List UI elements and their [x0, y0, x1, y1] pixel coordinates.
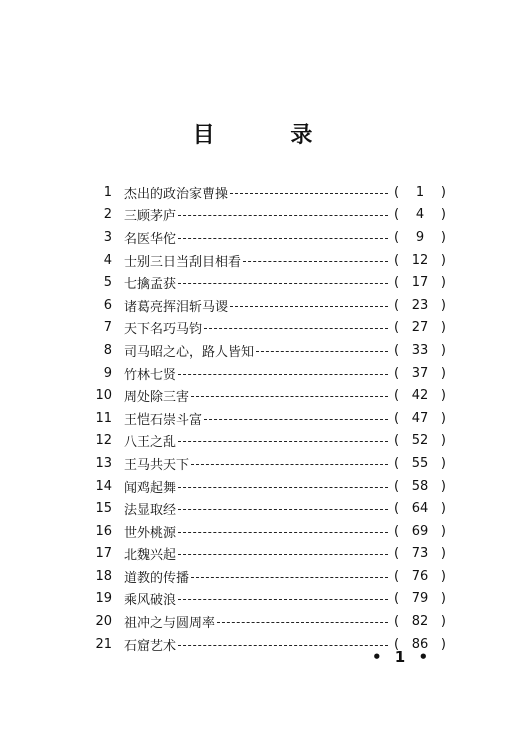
- toc-entry-title: 三顾茅庐: [124, 209, 177, 225]
- toc-entry-title: 诸葛亮挥泪斩马谡: [124, 299, 229, 315]
- open-paren: (: [394, 388, 400, 404]
- toc-entry-number: 12: [95, 433, 112, 449]
- toc-leader-dashes: [178, 532, 388, 533]
- close-paren: ): [440, 229, 446, 245]
- toc-entry-title: 周处除三害: [124, 390, 190, 406]
- close-paren: ): [440, 455, 446, 471]
- toc-entry-title: 名医华佗: [124, 231, 177, 247]
- open-paren: (: [394, 501, 400, 517]
- toc-entry-page: [394, 298, 446, 313]
- toc-entry-page-number: 27: [411, 320, 429, 336]
- toc-entry-page-number: 58: [411, 478, 429, 494]
- toc-entry-page-number: 76: [411, 568, 429, 584]
- toc-entry: [90, 610, 446, 633]
- toc-entry-number: 14: [95, 478, 112, 494]
- toc-entry-page: [394, 614, 446, 629]
- toc-entry-number: 4: [103, 252, 112, 268]
- toc-entry-title: 北魏兴起: [124, 548, 177, 564]
- toc-entry-page: [394, 207, 446, 222]
- toc-entry: [90, 249, 446, 272]
- toc-leader-dashes: [178, 487, 388, 488]
- open-paren: (: [394, 636, 400, 652]
- toc-entry-page-number: 4: [415, 207, 425, 223]
- toc-leader-dashes: [191, 396, 388, 397]
- toc-entry-number: 10: [95, 388, 112, 404]
- toc-entry-page-number: 86: [411, 636, 429, 652]
- close-paren: ): [440, 365, 446, 381]
- open-paren: (: [394, 591, 400, 607]
- toc-entry-page-number: 1: [415, 184, 425, 200]
- toc-entry: [90, 339, 446, 362]
- open-paren: (: [394, 365, 400, 381]
- close-paren: ): [440, 478, 446, 494]
- toc-entry-page-number: 52: [411, 433, 429, 449]
- toc-entry-title: 道教的传播: [124, 570, 190, 586]
- toc-entry-title: 乘风破浪: [124, 593, 177, 609]
- toc-entry-number: 7: [103, 320, 112, 336]
- toc-entry-page: [394, 388, 446, 403]
- close-paren: ): [440, 320, 446, 336]
- toc-entry-number: 5: [103, 275, 112, 291]
- close-paren: ): [440, 501, 446, 517]
- toc-entry: [90, 475, 446, 498]
- toc-entry-number: 16: [95, 523, 112, 539]
- toc-entry-page: [394, 501, 446, 516]
- toc-entry: [90, 317, 446, 340]
- toc-entry: [90, 565, 446, 588]
- page-title: 目 录: [192, 123, 347, 148]
- toc-entry: [90, 226, 446, 249]
- close-paren: ): [440, 614, 446, 630]
- toc-entry: [90, 588, 446, 611]
- toc-leader-dashes: [191, 464, 388, 465]
- toc-entry-title: 司马昭之心，路人皆知: [124, 344, 255, 360]
- toc-entry-number: 20: [95, 614, 112, 630]
- toc-leader-dashes: [178, 215, 388, 216]
- toc-entry-page: [394, 524, 446, 539]
- toc-entry-page-number: 47: [411, 410, 429, 426]
- toc-leader-dashes: [178, 645, 388, 646]
- toc-entry-number: 19: [95, 591, 112, 607]
- toc-entry-title: 七擒孟获: [124, 277, 177, 293]
- toc-entry-number: 6: [103, 297, 112, 313]
- toc-entry-title: 士别三日当刮目相看: [124, 254, 242, 270]
- toc-entry: [90, 430, 446, 453]
- toc-entry-page: [394, 456, 446, 471]
- toc-entry-page: [394, 320, 446, 335]
- toc-entry: [90, 362, 446, 385]
- toc-entry-number: 17: [95, 546, 112, 562]
- toc-entry-page-number: 64: [411, 501, 429, 517]
- open-paren: (: [394, 455, 400, 471]
- toc-leader-dashes: [191, 577, 388, 578]
- toc-entry: [90, 204, 446, 227]
- toc-entry-page-number: 23: [411, 297, 429, 313]
- toc-entry-page: [394, 591, 446, 606]
- toc-entry-number: 2: [103, 207, 112, 223]
- open-paren: (: [394, 229, 400, 245]
- toc-entry-number: 3: [103, 229, 112, 245]
- toc-entry-title: 王恺石崇斗富: [124, 412, 203, 428]
- toc-entry: [90, 407, 446, 430]
- toc-leader-dashes: [217, 622, 388, 623]
- toc-entry-page-number: 73: [411, 546, 429, 562]
- open-paren: (: [394, 523, 400, 539]
- toc-entry-title: 王马共天下: [124, 457, 190, 473]
- toc-entry-page-number: 69: [411, 523, 429, 539]
- toc-leader-dashes: [243, 261, 388, 262]
- toc-entry-page: [394, 546, 446, 561]
- toc-entry-title: 杰出的政治家曹操: [124, 186, 229, 202]
- toc-entry-page: [394, 230, 446, 245]
- toc-entry-number: 11: [95, 410, 112, 426]
- toc-entry: [90, 452, 446, 475]
- open-paren: (: [394, 410, 400, 426]
- open-paren: (: [394, 275, 400, 291]
- toc-entry-number: 18: [95, 568, 112, 584]
- toc-entry-page-number: 37: [411, 365, 429, 381]
- toc-entry-page: [394, 275, 446, 290]
- close-paren: ): [440, 342, 446, 358]
- close-paren: ): [440, 568, 446, 584]
- toc-entry-page-number: 33: [411, 342, 429, 358]
- open-paren: (: [394, 297, 400, 313]
- toc-entry: [90, 384, 446, 407]
- table-of-contents: [90, 181, 446, 655]
- toc-leader-dashes: [178, 599, 388, 600]
- open-paren: (: [394, 478, 400, 494]
- toc-entry-number: 9: [103, 365, 112, 381]
- toc-entry-number: 13: [95, 455, 112, 471]
- close-paren: ): [440, 184, 446, 200]
- toc-entry-title: 世外桃源: [124, 525, 177, 541]
- toc-entry-title: 竹林七贤: [124, 367, 177, 383]
- open-paren: (: [394, 320, 400, 336]
- close-paren: ): [440, 207, 446, 223]
- toc-entry-title: 法显取经: [124, 503, 177, 519]
- close-paren: ): [440, 410, 446, 426]
- toc-entry: [90, 181, 446, 204]
- toc-entry-title: 天下名巧马钧: [124, 322, 203, 338]
- toc-entry-page-number: 82: [411, 614, 429, 630]
- toc-leader-dashes: [178, 554, 388, 555]
- toc-entry-number: 15: [95, 501, 112, 517]
- toc-entry-page: [394, 479, 446, 494]
- open-paren: (: [394, 207, 400, 223]
- open-paren: (: [394, 342, 400, 358]
- toc-leader-dashes: [178, 283, 388, 284]
- toc-entry: [90, 497, 446, 520]
- toc-leader-dashes: [256, 351, 388, 352]
- toc-entry-page: [394, 343, 446, 358]
- toc-entry-page: [394, 253, 446, 268]
- close-paren: ): [440, 523, 446, 539]
- open-paren: (: [394, 252, 400, 268]
- toc-entry-page-number: 55: [411, 455, 429, 471]
- close-paren: ): [440, 275, 446, 291]
- toc-entry: [90, 543, 446, 566]
- toc-leader-dashes: [178, 238, 388, 239]
- toc-entry-title: 石窟艺术: [124, 638, 177, 654]
- toc-entry-title: 祖冲之与圆周率: [124, 616, 216, 632]
- toc-leader-dashes: [178, 374, 388, 375]
- toc-entry-page-number: 42: [411, 388, 429, 404]
- close-paren: ): [440, 591, 446, 607]
- toc-entry: [90, 271, 446, 294]
- open-paren: (: [394, 433, 400, 449]
- open-paren: (: [394, 184, 400, 200]
- toc-entry-page: [394, 366, 446, 381]
- toc-entry-page: [394, 411, 446, 426]
- toc-entry-number: 21: [95, 636, 112, 652]
- toc-entry-page-number: 17: [411, 275, 429, 291]
- toc-entry-page: [394, 433, 446, 448]
- close-paren: ): [440, 388, 446, 404]
- open-paren: (: [394, 614, 400, 630]
- toc-leader-dashes: [230, 306, 388, 307]
- toc-entry-page-number: 79: [411, 591, 429, 607]
- toc-entry-page: [394, 569, 446, 584]
- toc-leader-dashes: [230, 193, 388, 194]
- close-paren: ): [440, 433, 446, 449]
- toc-leader-dashes: [178, 441, 388, 442]
- close-paren: ): [440, 546, 446, 562]
- toc-entry-number: 8: [103, 342, 112, 358]
- close-paren: ): [440, 252, 446, 268]
- toc-entry-page: [394, 185, 446, 200]
- toc-leader-dashes: [204, 419, 388, 420]
- toc-entry-page-number: 9: [415, 229, 425, 245]
- close-paren: ): [440, 297, 446, 313]
- close-paren: ): [440, 636, 446, 652]
- open-paren: (: [394, 568, 400, 584]
- toc-entry-page-number: 12: [411, 252, 429, 268]
- toc-leader-dashes: [178, 509, 388, 510]
- open-paren: (: [394, 546, 400, 562]
- toc-entry-title: 八王之乱: [124, 435, 177, 451]
- page-number-footer: • 1 •: [372, 648, 433, 666]
- toc-entry: [90, 294, 446, 317]
- toc-entry-title: 闻鸡起舞: [124, 480, 177, 496]
- toc-entry: [90, 520, 446, 543]
- toc-entry-number: 1: [103, 184, 112, 200]
- toc-leader-dashes: [204, 328, 388, 329]
